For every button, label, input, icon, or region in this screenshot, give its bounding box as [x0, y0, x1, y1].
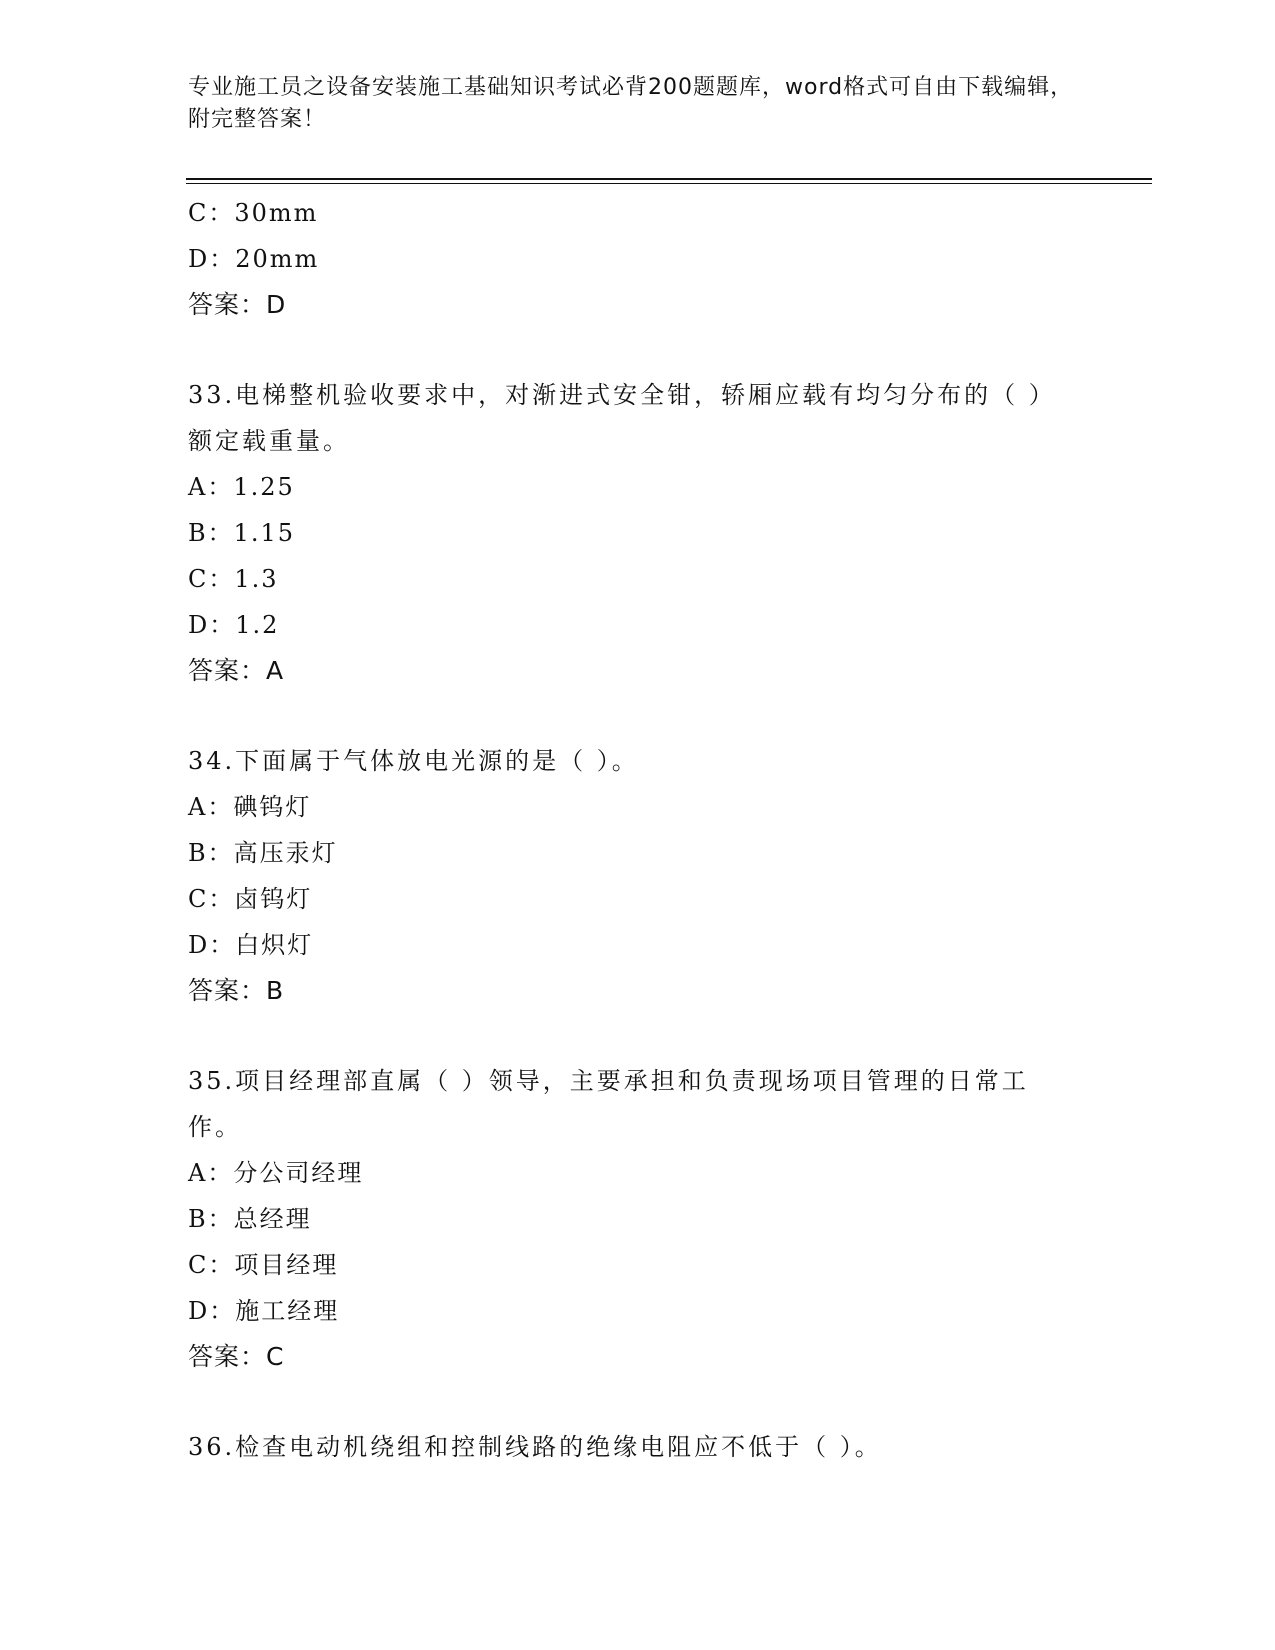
question-text: 35.项目经理部直属（ ）领导，主要承担和负责现场项目管理的日常工作。: [188, 1067, 1029, 1141]
question-text: 34.下面属于气体放电光源的是（ ）。: [188, 747, 639, 775]
option-c: C：1.3: [188, 565, 279, 593]
question-list: [188, 190, 1088, 1470]
option-b: B：高压汞灯: [188, 839, 338, 867]
option-d: D：白炽灯: [188, 931, 314, 959]
question-block: [188, 738, 1088, 1014]
option-d: D：1.2: [188, 611, 280, 639]
option-d: D：20mm: [188, 245, 320, 273]
option-d: D：施工经理: [188, 1297, 340, 1325]
question-block: [188, 190, 1088, 328]
question-block: [188, 1058, 1088, 1380]
option-a: A：分公司经理: [188, 1159, 364, 1187]
answer-text: 答案：C: [188, 1342, 285, 1371]
question-text: 36.检查电动机绕组和控制线路的绝缘电阻应不低于（ ）。: [188, 1433, 882, 1461]
option-c: C：30mm: [188, 199, 319, 227]
option-a: A：碘钨灯: [188, 793, 312, 821]
option-c: C：项目经理: [188, 1251, 339, 1279]
header-divider-thin: [186, 183, 1152, 184]
question-text: 33.电梯整机验收要求中，对渐进式安全钳，轿厢应载有均匀分布的（ ）额定载重量。: [188, 381, 1056, 455]
option-a: A：1.25: [188, 473, 295, 501]
option-c: C：卤钨灯: [188, 885, 313, 913]
option-b: B：1.15: [188, 519, 296, 547]
header-divider: [186, 178, 1152, 180]
answer-text: 答案：D: [188, 290, 287, 319]
page-header: 专业施工员之设备安装施工基础知识考试必背200题题库，word格式可自由下载编辑，附完整答案！: [188, 75, 1074, 132]
option-b: B：总经理: [188, 1205, 312, 1233]
answer-text: 答案：A: [188, 656, 285, 685]
question-block: [188, 1424, 1088, 1470]
answer-text: 答案：B: [188, 976, 285, 1005]
question-block: [188, 372, 1088, 694]
